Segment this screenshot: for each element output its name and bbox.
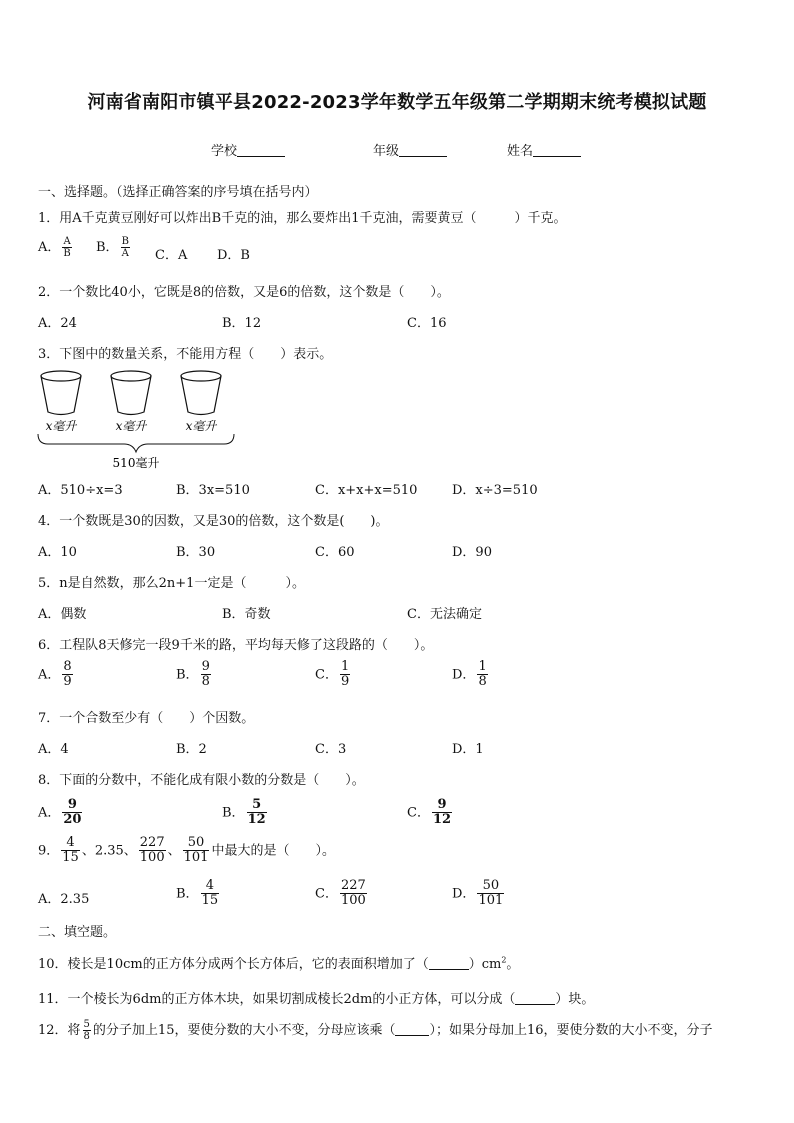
q1-option-c[interactable]: C．A <box>155 248 188 263</box>
q8-option-b[interactable]: B． $\frac{5}{12}$ <box>222 797 266 828</box>
q6-option-d[interactable]: D． $\frac{1}{8}$ <box>452 659 487 690</box>
q4-option-b[interactable]: B．30 <box>176 545 216 560</box>
q3-option-c[interactable]: C．x+x+x=510 <box>315 483 418 498</box>
q1-a-fraction: $\frac{A}{B}$ <box>63 236 71 259</box>
q10-stem: 10．棱长是10cm的正方体分成两个长方体后，它的表面积增加了（ ）$cm^2$。 <box>38 955 520 972</box>
q7-option-d[interactable]: D．1 <box>452 742 484 757</box>
brace-icon <box>38 434 234 452</box>
q9-option-c[interactable]: C． $\frac{227}{100}$ <box>315 878 366 909</box>
q4-option-d[interactable]: D．90 <box>452 545 492 560</box>
q6-option-c[interactable]: C． $\frac{1}{9}$ <box>315 659 350 690</box>
name-label: 姓名 <box>507 144 534 159</box>
q3-option-a[interactable]: A．510÷x=3 <box>38 483 123 498</box>
q12-answer-blank[interactable] <box>395 1023 429 1036</box>
q8-stem: 8．下面的分数中，不能化成有限小数的分数是（ ）。 <box>38 773 365 788</box>
school-blank[interactable] <box>237 144 285 157</box>
school-field <box>211 140 285 159</box>
q7-option-b[interactable]: B．2 <box>176 742 207 757</box>
q4-option-a[interactable]: A．10 <box>38 545 77 560</box>
q5-stem: 5．n是自然数，那么2n+1一定是（ ）。 <box>38 576 305 591</box>
q11-answer-blank[interactable] <box>515 992 555 1005</box>
q5-option-c[interactable]: C．无法确定 <box>407 607 482 622</box>
q3-cups-figure <box>36 368 236 472</box>
q9-option-d[interactable]: D． $\frac{50}{101}$ <box>452 878 504 909</box>
q6-option-a[interactable]: A． $\frac{8}{9}$ <box>38 659 72 690</box>
cup-label: x毫升 <box>185 419 217 433</box>
name-field <box>507 140 581 159</box>
q1-option-b[interactable]: B． $\frac{B}{A}$ <box>96 236 129 259</box>
cup-icon <box>181 371 221 415</box>
q2-option-b[interactable]: B．12 <box>222 316 262 331</box>
cup-icon <box>111 371 151 415</box>
q3-stem: 3．下图中的数量关系，不能用方程（ ）表示。 <box>38 347 333 362</box>
q6-stem: 6．工程队8天修完一段9千米的路，平均每天修了这段路的（ ）。 <box>38 638 434 653</box>
q1-option-d[interactable]: D．B <box>217 248 250 263</box>
q9-option-b[interactable]: B． $\frac{4}{15}$ <box>176 878 219 909</box>
q3-option-b[interactable]: B．3x=510 <box>176 483 250 498</box>
section2-heading: 二、填空题。 <box>38 925 117 940</box>
q4-option-c[interactable]: C．60 <box>315 545 355 560</box>
total-label: 510毫升 <box>112 456 160 470</box>
q8-option-c[interactable]: C． $\frac{9}{12}$ <box>407 797 452 828</box>
q1-stem: 1．用A千克黄豆刚好可以炸出B千克的油，那么要炸出1千克油，需要黄豆（ ）千克。 <box>38 211 567 226</box>
q2-option-c[interactable]: C．16 <box>407 316 447 331</box>
q1-b-fraction: $\frac{B}{A}$ <box>121 236 129 259</box>
q6-option-b[interactable]: B． $\frac{9}{8}$ <box>176 659 210 690</box>
q11-stem: 11．一个棱长为6dm的正方体木块，如果切割成棱长2dm的小正方体，可以分成（ ）块。 <box>38 992 595 1007</box>
school-label: 学校 <box>211 144 238 159</box>
q2-stem: 2．一个数比40小，它既是8的倍数，又是6的倍数，这个数是（ ）。 <box>38 285 450 300</box>
q2-option-a[interactable]: A．24 <box>38 316 77 331</box>
grade-field <box>373 140 447 159</box>
name-blank[interactable] <box>533 144 581 157</box>
q4-stem: 4．一个数既是30的因数，又是30的倍数，这个数是( )。 <box>38 514 389 529</box>
q7-stem: 7．一个合数至少有（ ）个因数。 <box>38 711 255 726</box>
q5-option-b[interactable]: B．奇数 <box>222 607 271 622</box>
grade-blank[interactable] <box>399 144 447 157</box>
q10-answer-blank[interactable] <box>429 957 469 970</box>
q8-option-a[interactable]: A． $\frac{9}{20}$ <box>38 797 82 828</box>
q9-stem: 9． $\frac{4}{15}$ 、2.35、 $\frac{227}{100}$ 、 $\frac{50}{101}$ 中最大的是（ ）。 <box>38 835 335 866</box>
section1-heading: 一、选择题。（选择正确答案的序号填在括号内） <box>38 185 318 200</box>
q1-option-a[interactable]: A． $\frac{A}{B}$ <box>38 236 71 259</box>
q5-option-a[interactable]: A．偶数 <box>38 607 87 622</box>
cup-label: x毫升 <box>45 419 77 433</box>
grade-label: 年级 <box>373 144 400 159</box>
q12-stem: 12．将 $\frac{5}{8}$ 的分子加上15，要使分数的大小不变，分母应该乘（ ）；如果分母加上16，要使分数的大小不变，分子 <box>38 1019 713 1042</box>
cup-label: x毫升 <box>115 419 147 433</box>
q3-option-d[interactable]: D．x÷3=510 <box>452 483 538 498</box>
q7-option-a[interactable]: A．4 <box>38 742 69 757</box>
page-title: 河南省南阳市镇平县2022-2023学年数学五年级第二学期期末统考模拟试题 <box>87 92 707 113</box>
cup-icon <box>41 371 81 415</box>
q7-option-c[interactable]: C．3 <box>315 742 347 757</box>
q9-option-a[interactable]: A．2.35 <box>38 892 90 907</box>
